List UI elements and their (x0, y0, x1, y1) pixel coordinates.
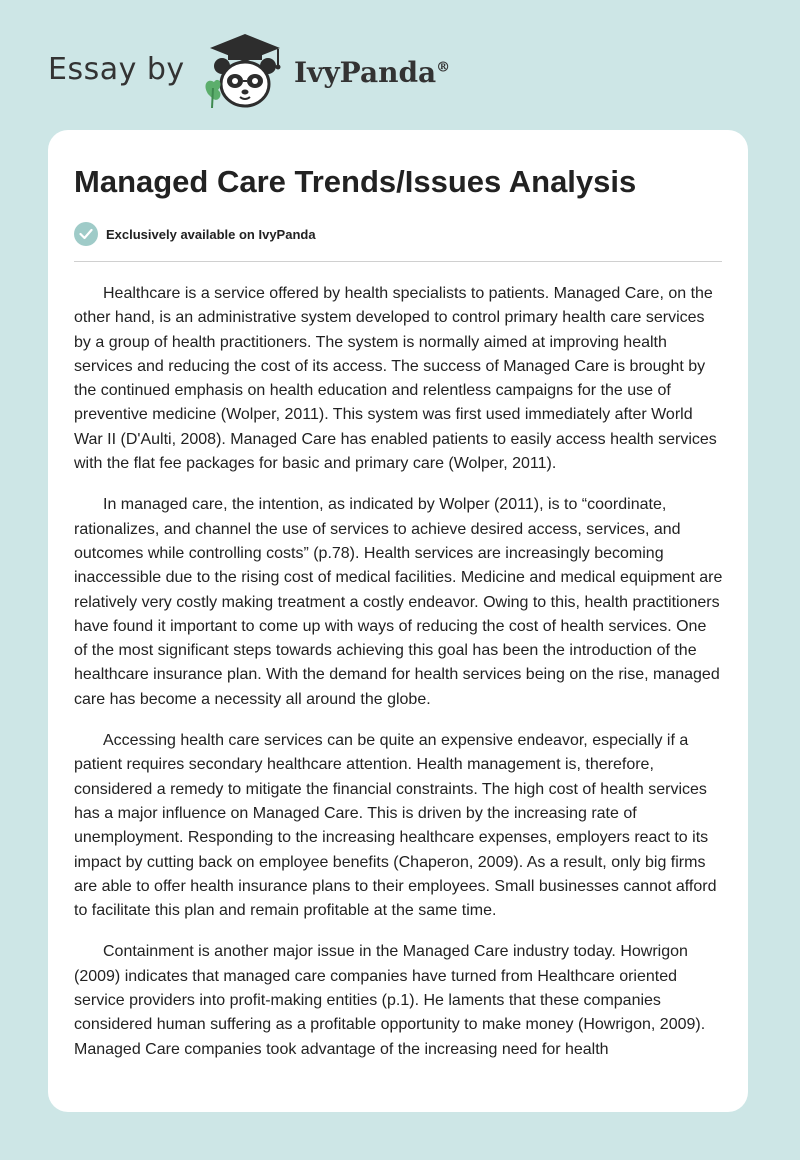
check-icon (74, 222, 98, 246)
exclusive-label: Exclusively available on IvyPanda (106, 226, 316, 242)
divider (74, 261, 722, 262)
brand-name[interactable]: IvyPanda® (294, 56, 451, 89)
exclusive-badge (74, 222, 316, 246)
paragraph: Containment is another major issue in the Managed Care industry today. Howrigon (2009) indicates that managed care companies have turned from Healthcare oriented service providers into profit-making entities (p.1). He laments that these companies considered human suffering as a profitable opportunity to make money (Howrigon, 2009). Managed Care companies took advantage of the increasing need for health (74, 943, 706, 1058)
page-title: Managed Care Trends/Issues Analysis (74, 164, 637, 199)
paragraph: Accessing health care services can be quite an expensive endeavor, especially if a patient requires secondary healthcare attention. Health management is, therefore, considered a remedy to mitigate the financial constraints. The high cost of health services has a major influence on Managed Care. This is driven by the increasing rate of unemployment. Responding to the increasing healthcare expenses, employers react to its impact by cutting back on employee benefits (Chaperon, 2009). As a result, only big firms are able to offer health insurance plans to their employees. Small businesses cannot afford to facilitate this plan and remain profitable at the same time. (74, 732, 717, 920)
paragraph: Healthcare is a service offered by health specialists to patients. Managed Care, on the other hand, is an administrative system developed to control primary health care services by a group of health practitioners. The system is normally aimed at improving health services and reducing the cost of its access. The success of Managed Care is brought by the continued emphasis on health education and relentless campaigns for the use of preventive medicine (Wolper, 2011). This system was first used immediately after World War II (D'Aulti, 2008). Managed Care has enabled patients to easily access health services with the flat fee packages for basic and primary care (Wolper, 2011). (74, 285, 717, 473)
article-body (74, 282, 724, 1079)
panda-graduate-icon[interactable] (200, 32, 290, 112)
article-card (48, 130, 748, 1112)
site-header (0, 0, 800, 130)
essay-by-label: Essay by (48, 52, 185, 87)
paragraph: In managed care, the intention, as indicated by Wolper (2011), is to “coordinate, rationalizes, and channel the use of services to achieve desired access, services, and outcomes while controlling costs” (p.78). Health services are increasingly becoming inaccessible due to the rising cost of medical facilities. Medicine and medical equipment are relatively very costly making treatment a costly endeavor. Owing to this, health practitioners have found it important to come up with ways of reducing the cost of health services. One of the most significant steps towards achieving this goal has been the introduction of the healthcare insurance plan. With the demand for health services being on the rise, managed care has become a necessity all around the globe. (74, 496, 723, 708)
